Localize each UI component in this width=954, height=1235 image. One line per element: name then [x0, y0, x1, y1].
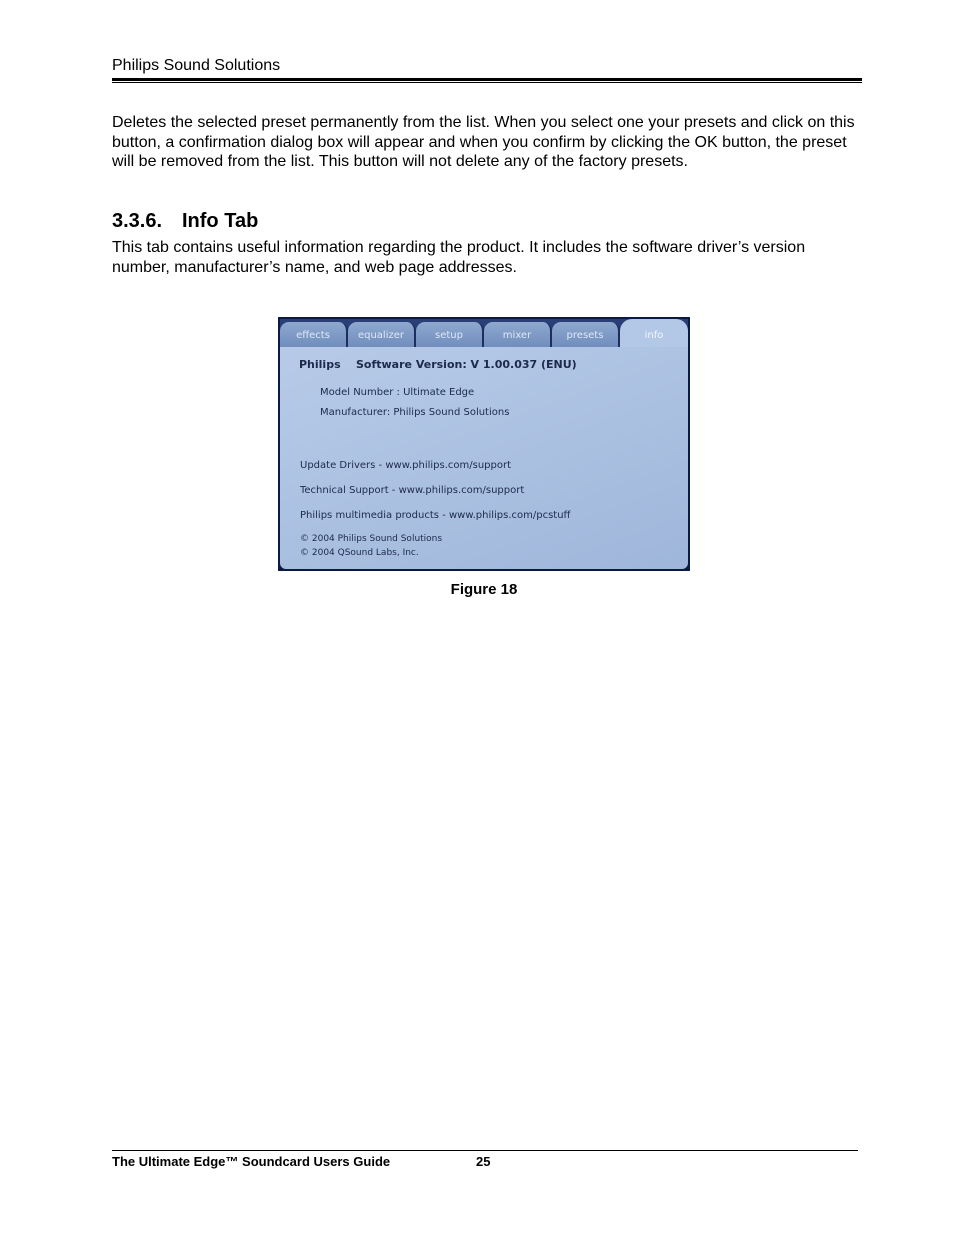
manufacturer: Manufacturer: Philips Sound Solutions: [320, 407, 510, 418]
copyright-philips: © 2004 Philips Sound Solutions: [300, 534, 443, 544]
section-number: 3.3.6.: [112, 210, 163, 232]
running-header: Philips Sound Solutions: [112, 57, 281, 74]
section-heading: [112, 210, 258, 233]
brand-label: Philips: [299, 358, 341, 371]
tab-bar: [280, 319, 688, 349]
header-divider: [112, 78, 862, 81]
model-number: Model Number : Ultimate Edge: [320, 387, 475, 398]
update-drivers-link[interactable]: Update Drivers - www.philips.com/support: [300, 460, 512, 471]
figure-caption: Figure 18: [450, 581, 518, 598]
delete-description: Deletes the selected preset permanently from the list. When you select one your presets and click on this button, a confirmation dialog box will appear and when you confirm by clicking the OK button, the preset will be removed from the list. This button will not delete any of the factory presets.: [112, 114, 855, 171]
info-panel: [280, 347, 688, 569]
page-number: 25: [476, 1154, 491, 1169]
section-title: Info Tab: [182, 210, 259, 232]
tab-mixer[interactable]: mixer: [484, 322, 552, 349]
multimedia-products-link[interactable]: Philips multimedia products - www.philips.com/pcstuff: [300, 510, 571, 521]
software-version: Software Version: V 1.00.037 (ENU): [356, 358, 577, 371]
tab-equalizer[interactable]: equalizer: [348, 322, 416, 349]
tab-info[interactable]: info: [620, 319, 688, 351]
technical-support-link[interactable]: Technical Support - www.philips.com/support: [300, 485, 525, 496]
footer-guide-title: The Ultimate Edge™ Soundcard Users Guide: [112, 1154, 391, 1169]
copyright-qsound: © 2004 QSound Labs, Inc.: [300, 548, 419, 558]
info-tab-description: This tab contains useful information regarding the product. It includes the software driver’s version number, manufacturer’s name, and web page addresses.: [112, 239, 806, 276]
tab-presets[interactable]: presets: [552, 322, 620, 349]
tab-effects[interactable]: effects: [280, 322, 348, 349]
tab-setup[interactable]: setup: [416, 322, 484, 349]
footer-divider: [112, 1150, 858, 1151]
info-tab-screenshot: [278, 317, 690, 571]
header-divider-thin: [112, 82, 862, 83]
